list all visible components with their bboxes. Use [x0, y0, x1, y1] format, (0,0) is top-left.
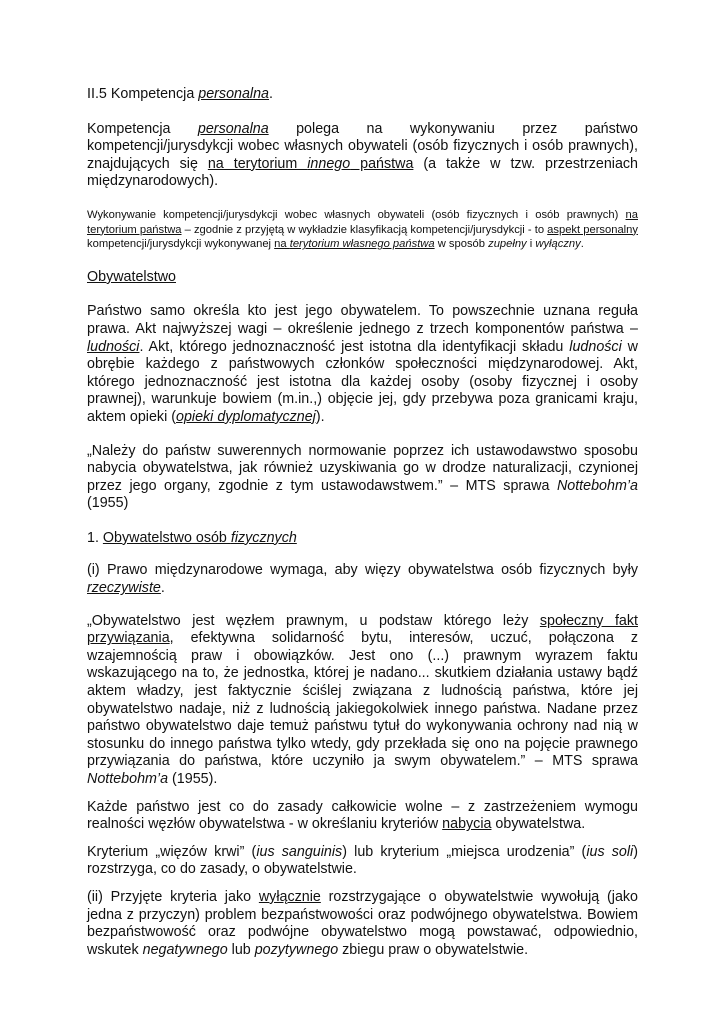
- quote-text: , efektywna solidarność bytu, interesów, uczuć, połączona z wzajemnością praw i obowiązków. Jest ono (...) prawnym wyrazem faktu wskazującego na to, że jednostka, której je nadano... skutkiem działania ustawy bądź aktem władzy, jest faktycznie ściślej związana z ludnością państwa, które jej obywatelstwo nadaje, niż z ludnością jakiegokolwiek innego państwa. Nadane przez państwo obywatelstwo daje temuż państwu tytuł do wykonywania ochrony nad nią w stosunku do innego państwa tylko wtedy, gdy przekłada się ono na pojęcie prawnego przywiązania do państwa, które uczyniło ja swym obywatelem.” – MTS sprawa: [87, 630, 638, 770]
- definition-emphasis: personalna: [197, 120, 269, 137]
- point-ii-text: lub: [227, 941, 255, 958]
- title-prefix: II.5 Kompetencja: [87, 86, 199, 102]
- point-ii-text: zbiegu praw o obywatelstwie.: [338, 941, 529, 958]
- title-suffix: .: [269, 86, 273, 102]
- criterion-text: ) lub kryterium „miejsca urodzenia” (: [342, 843, 587, 860]
- title-emphasis: personalna: [198, 86, 270, 102]
- note-underline: aspekt personalny: [547, 223, 638, 236]
- quote-paragraph-1: [87, 443, 638, 513]
- criterion-text: ) rozstrzyga, co do zasady, o obywatelstwie.: [87, 843, 638, 878]
- quote-paragraph-2: [87, 613, 638, 789]
- point-i-text: (i) Prawo międzynarodowe wymaga, aby więzy obywatelstwa osób fizycznych były: [87, 562, 638, 579]
- section-title: [87, 86, 638, 104]
- note-text: .: [580, 238, 584, 251]
- point-ii-italic: pozytywnego: [254, 941, 339, 958]
- quote-text: (1955): [87, 495, 129, 512]
- note-italic: wyłączny: [535, 238, 581, 251]
- each-state-underline: nabycia: [442, 816, 492, 833]
- point-ii-text: (ii) Przyjęte kryteria jako: [87, 888, 259, 905]
- quote-italic: Nottebohm’a: [556, 477, 638, 494]
- definition-paragraph: [87, 121, 638, 191]
- criterion-italic: ius sanguinis: [256, 843, 343, 860]
- definition-underline: państwa: [350, 155, 414, 172]
- criterion-italic: ius soli: [586, 843, 634, 860]
- definition-underline: na terytorium: [207, 155, 308, 172]
- subheading-number: 1.: [87, 529, 103, 546]
- note-text: Wykonywanie kompetencji/jurysdykcji wobec własnych obywateli (osób fizycznych i osób prawnych): [87, 208, 626, 221]
- note-text: w sposób: [434, 238, 489, 251]
- state-text: ).: [315, 408, 325, 425]
- state-text: . Akt, którego jednoznaczność jest istotna dla identyfikacji składu: [139, 338, 570, 355]
- quote-italic: Nottebohm’a: [87, 771, 169, 787]
- state-text: Państwo samo określa kto jest jego obywatelem. To powszechnie uznana reguła prawa. Akt najwyższej wagi – określenie jednego z trzech komponentów państwa –: [87, 303, 638, 337]
- subheading-underline: Obywatelstwo osób: [102, 529, 231, 546]
- note-underline: na: [274, 238, 290, 251]
- point-i-emphasis: rzeczywiste: [87, 580, 161, 597]
- definition-emphasis: innego: [307, 155, 351, 172]
- point-i-paragraph: [87, 562, 638, 597]
- note-paragraph: [87, 208, 638, 252]
- state-text: w obrębie każdego z państwowych członków społeczności międzynarodowej. Akt, którego jednoznaczność jest istotna dla każdej osoby (osoby fizycznej i osoby prawnej), warunkuje bowiem (m.in.,) objęcie jej, gdy przebywa poza granicami kraju, aktem opieki (: [87, 338, 638, 425]
- state-italic: ludności: [569, 338, 622, 355]
- state-paragraph: [87, 303, 638, 426]
- note-underline: na terytorium państwa: [87, 208, 638, 236]
- document-page: [87, 86, 638, 959]
- quote-text: „Obywatelstwo jest węzłem prawnym, u podstaw którego leży: [87, 612, 540, 629]
- note-emphasis: terytorium własnego państwa: [289, 238, 435, 251]
- quote-text: „Należy do państw suwerennych normowanie poprzez ich ustawodawstwo sposobu nabycia obywatelstwa, jak również uzyskiwania go w drodze naturalizacji, czynionej przez jego organy, zgodnie z tym ustawodawstwem.” – MTS sprawa: [87, 442, 638, 494]
- state-emphasis: opieki dyplomatycznej: [176, 408, 316, 425]
- note-text: – zgodnie z przyjętą w wykładzie klasyfikacją kompetencji/jurysdykcji - to: [181, 223, 548, 236]
- point-ii-paragraph: [87, 889, 638, 959]
- point-i-text: .: [160, 580, 165, 597]
- quote-text: (1955).: [168, 771, 218, 787]
- criterion-text: Kryterium „więzów krwi” (: [87, 843, 257, 860]
- state-emphasis: ludności: [87, 338, 140, 355]
- subheading-emphasis: fizycznych: [230, 529, 297, 546]
- note-italic: zupełny: [488, 238, 527, 251]
- each-state-text: Każde państwo jest co do zasady całkowicie wolne – z zastrzeżeniem wymogu realności węzłów obywatelstwa - w określaniu kryteriów: [87, 798, 638, 833]
- point-ii-text: rozstrzygające o obywatelstwie wywołują (jako jedna z przyczyn) problem bezpaństwowości oraz podwójnego obywatelstwa. Bowiem bezpaństwowość oraz podwójne obywatelstwo mogą powstawać, odpowiednio, wskutek: [87, 888, 638, 958]
- each-state-text: obywatelstwa.: [491, 816, 586, 833]
- citizenship-heading-text: Obywatelstwo: [87, 268, 176, 285]
- point-ii-underline: wyłącznie: [258, 888, 321, 905]
- definition-text: polega na wykonywaniu przez państwo kompetencji/jurysdykcji wobec własnych obywateli (osób fizycznych i osób prawnych), znajdujących się: [87, 120, 638, 172]
- criterion-paragraph: [87, 844, 638, 879]
- subheading-natural-persons: [87, 530, 638, 548]
- citizenship-heading: [87, 269, 638, 287]
- point-ii-italic: negatywnego: [142, 941, 228, 958]
- note-text: i: [526, 238, 536, 251]
- each-state-paragraph: [87, 799, 638, 834]
- note-text: kompetencji/jurysdykcji wykonywanej: [87, 238, 275, 251]
- definition-text: Kompetencja: [87, 120, 198, 137]
- definition-text: (a także w tzw. przestrzeniach międzynarodowych).: [87, 155, 639, 190]
- quote-underline: społeczny fakt przywiązania: [87, 612, 638, 647]
